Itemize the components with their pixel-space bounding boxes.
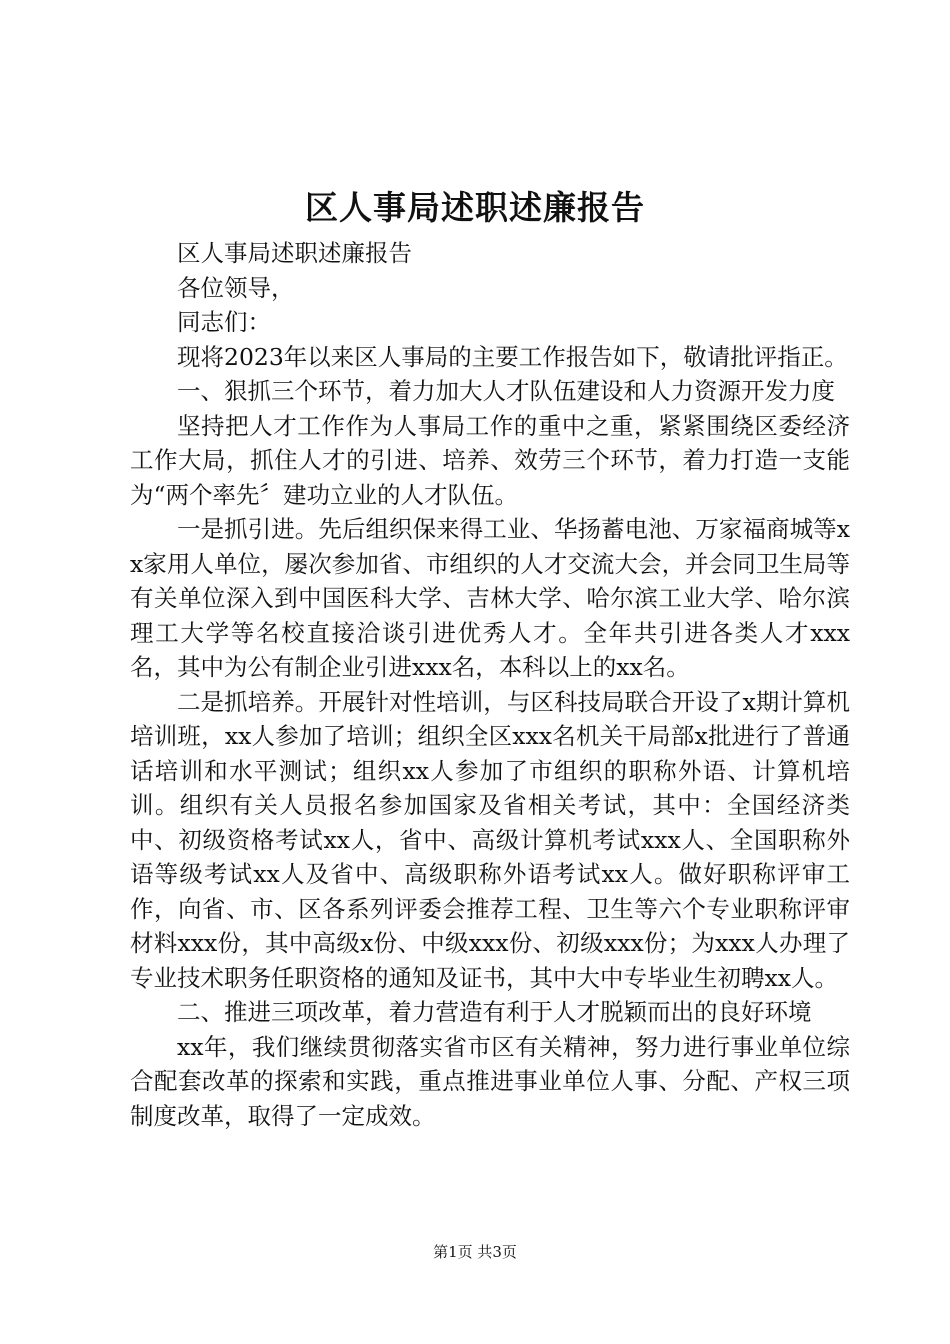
paragraph-talent-work: 坚持把人才工作作为人事局工作的重中之重，紧紧围绕区委经济工作大局，抓住人才的引进、培养、效劳三个环节，着力打造一支能为“两个率先〞建功立业的人才队伍。 <box>130 411 850 509</box>
section-heading-1: 一、狠抓三个环节，着力加大人才队伍建设和人力资源开发力度 <box>177 377 835 405</box>
section-heading-2: 二、推进三项改革，着力营造有利于人才脱颖而出的良好环境 <box>177 998 812 1026</box>
paragraph-training: 二是抓培养。开展针对性培训，与区科技局联合开设了x期计算机培训班，xx人参加了培训；组织全区xxx名机关干局部x批进行了普通话培训和水平测试；组织xx人参加了市组织的职称外语、计算机培训。组织有关人员报名参加国家及省相关考试，其中：全国经济类中、初级资格考试xx人，省中、高级计算机考试xxx人、全国职称外语等级考试xx人及省中、高级职称外语考试xx人。做好职称评审工作，向省、市、区各系列评委会推荐工程、卫生等六个专业职称评审材料xxx份，其中高级x份、中级xxx份、初级xxx份；为xxx人办理了专业技术职务任职资格的通知及证书，其中大中专毕业生初聘xx人。 <box>130 687 850 992</box>
paragraph-reform: xx年，我们继续贯彻落实省市区有关精神，努力进行事业单位综合配套改革的探索和实践，重点推进事业单位人事、分配、产权三项制度改革，取得了一定成效。 <box>130 1032 850 1130</box>
paragraph-salutation-comrades: 同志们： <box>177 308 271 336</box>
paragraph-intro: 现将2023年以来区人事局的主要工作报告如下，敬请批评指正。 <box>177 342 848 371</box>
paragraph-subtitle: 区人事局述职述廉报告 <box>177 239 412 267</box>
paragraph-salutation-leaders: 各位领导， <box>177 273 295 302</box>
page-footer: 第1页 共3页 <box>433 1243 517 1261</box>
document-body <box>130 236 850 1133</box>
document-title: 区人事局述职述廉报告 <box>305 188 645 227</box>
paragraph-recruitment: 一是抓引进。先后组织保来得工业、华扬蓄电池、万家福商城等xx家用人单位，屡次参加省、市组织的人才交流大会，并会同卫生局等有关单位深入到中国医科大学、吉林大学、哈尔滨工业大学、哈尔滨理工大学等名校直接洽谈引进优秀人才。全年共引进各类人才xxx名，其中为公有制企业引进xxx名，本科以上的xx名。 <box>130 515 850 681</box>
